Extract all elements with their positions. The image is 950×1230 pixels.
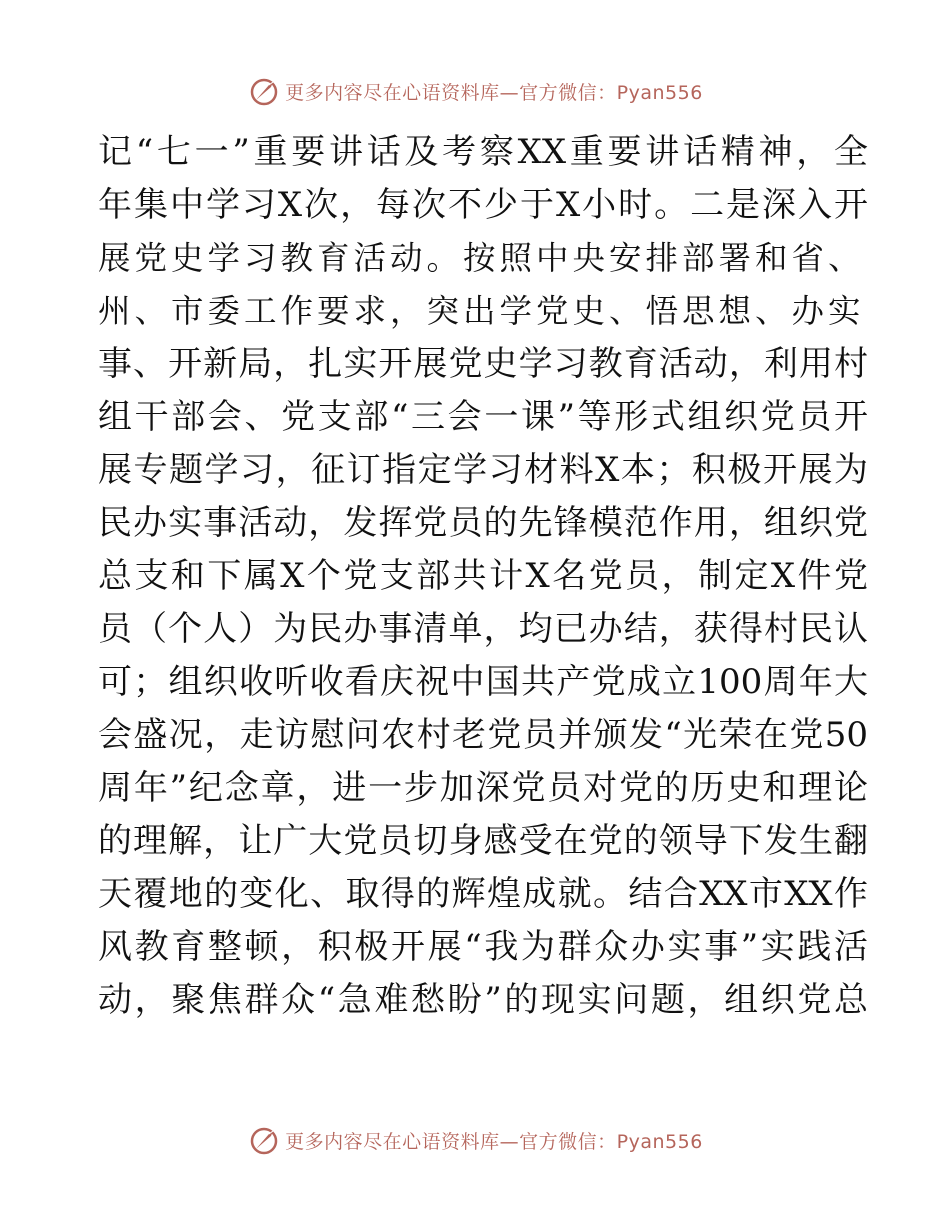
body-line: 员（个人）为民办事清单，均已办结，获得村民认	[98, 609, 868, 649]
header-watermark	[0, 73, 950, 109]
body-line: 动，聚焦群众“急难愁盼”的现实问题，组织党总	[98, 980, 868, 1020]
pen-logo-icon	[247, 1123, 281, 1157]
body-line: 总支和下属X个党支部共计X名党员，制定X件党	[98, 556, 868, 596]
body-line: 记“七一”重要讲话及考察XX重要讲话精神，全	[98, 132, 868, 172]
body-line: 州、市委工作要求，突出学党史、悟思想、办实	[98, 292, 865, 330]
body-line: 可；组织收听收看庆祝中国共产党成立100周年大	[98, 662, 868, 702]
body-line: 周年”纪念章，进一步加深党员对党的历史和理论	[98, 768, 868, 808]
body-line: 年集中学习X次，每次不少于X小时。二是深入开	[98, 185, 868, 225]
body-line: 组干部会、党支部“三会一课”等形式组织党员开	[98, 397, 868, 437]
body-line: 天覆地的变化、取得的辉煌成就。结合XX市XX作	[98, 874, 868, 914]
footer-watermark-text: 更多内容尽在心语资料库—官方微信：Pyan556	[285, 1130, 703, 1153]
body-line: 展党史学习教育活动。按照中央安排部署和省、	[98, 239, 865, 277]
body-line: 民办实事活动，发挥党员的先锋模范作用，组织党	[98, 503, 868, 543]
body-line: 的理解，让广大党员切身感受在党的领导下发生翻	[98, 821, 868, 861]
body-line: 事、开新局，扎实开展党史学习教育活动，利用村	[98, 344, 868, 384]
body-line: 风教育整顿，积极开展“我为群众办实事”实践活	[98, 927, 868, 967]
pen-logo-icon	[247, 74, 281, 108]
footer-watermark	[0, 1122, 950, 1158]
body-line: 展专题学习，征订指定学习材料X本；积极开展为	[98, 450, 868, 490]
header-watermark-text: 更多内容尽在心语资料库—官方微信：Pyan556	[285, 81, 703, 104]
body-text	[98, 126, 868, 1027]
body-line: 会盛况，走访慰问农村老党员并颁发“光荣在党50	[98, 715, 868, 755]
